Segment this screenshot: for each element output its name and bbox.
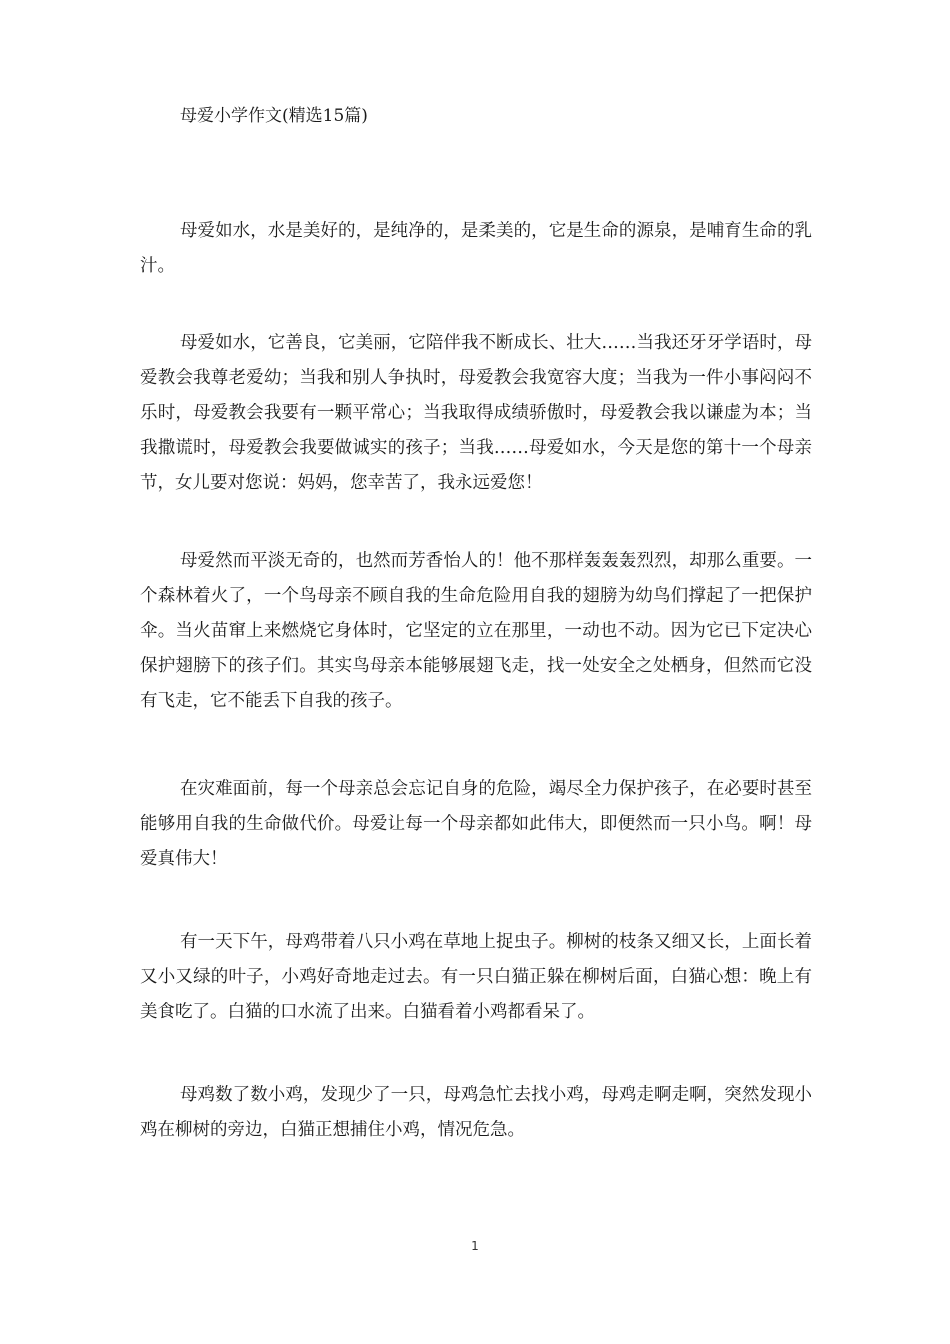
document-title: 母爱小学作文(精选15篇) xyxy=(180,106,368,126)
page-number: 1 xyxy=(471,1239,479,1253)
paragraph: 母爱如水，水是美好的，是纯净的，是柔美的，它是生命的源泉，是哺育生命的乳汁。 xyxy=(140,221,812,276)
paragraph: 有一天下午，母鸡带着八只小鸡在草地上捉虫子。柳树的枝条又细又长，上面长着又小又绿的叶子，小鸡好奇地走过去。有一只白猫正躲在柳树后面，白猫心想：晚上有美食吃了。白猫的口水流了出来。白猫看着小鸡都看呆了。 xyxy=(140,932,812,1022)
paragraph: 母鸡数了数小鸡，发现少了一只，母鸡急忙去找小鸡，母鸡走啊走啊，突然发现小鸡在柳树的旁边，白猫正想捕住小鸡，情况危急。 xyxy=(140,1085,812,1140)
paragraph: 在灾难面前，每一个母亲总会忘记自身的危险，竭尽全力保护孩子，在必要时甚至能够用自我的生命做代价。母爱让每一个母亲都如此伟大，即便然而一只小鸟。啊！母爱真伟大！ xyxy=(140,779,812,869)
paragraph: 母爱如水，它善良，它美丽，它陪伴我不断成长、壮大……当我还牙牙学语时，母爱教会我尊老爱幼；当我和别人争执时，母爱教会我宽容大度；当我为一件小事闷闷不乐时，母爱教会我要有一颗平常心；当我取得成绩骄傲时，母爱教会我以谦虚为本；当我撒谎时，母爱教会我要做诚实的孩子；当我……母爱如水，今天是您的第十一个母亲节，女儿要对您说：妈妈，您幸苦了，我永远爱您！ xyxy=(140,333,812,493)
paragraph: 母爱然而平淡无奇的，也然而芳香怡人的！他不那样轰轰轰烈烈，却那么重要。一个森林着火了，一个鸟母亲不顾自我的生命危险用自我的翅膀为幼鸟们撑起了一把保护伞。当火苗窜上来燃烧它身体时，它坚定的立在那里，一动也不动。因为它已下定决心保护翅膀下的孩子们。其实鸟母亲本能够展翅飞走，找一处安全之处栖身，但然而它没有飞走，它不能丢下自我的孩子。 xyxy=(140,551,812,711)
